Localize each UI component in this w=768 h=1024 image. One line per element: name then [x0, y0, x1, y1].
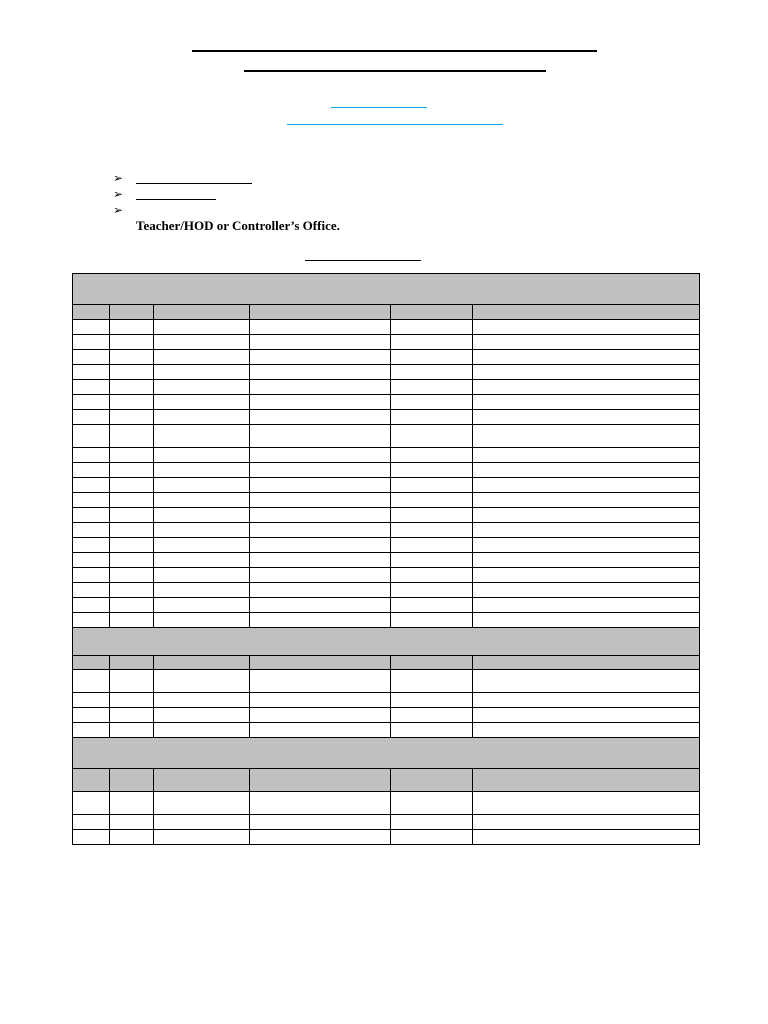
table-row: [73, 320, 700, 335]
bullet-underline-2: [136, 199, 216, 200]
link-underline-2[interactable]: [287, 124, 503, 125]
bullet-icon: ➢: [113, 203, 124, 217]
bullet-icon: ➢: [113, 171, 124, 185]
table-row: [73, 598, 700, 613]
table-row: [73, 508, 700, 523]
table-row: [73, 380, 700, 395]
section-header: [73, 274, 700, 305]
table-row: [73, 365, 700, 380]
table-row: [73, 613, 700, 628]
table-row: [73, 463, 700, 478]
link-underline-1[interactable]: [331, 107, 427, 108]
note-line: Teacher/HOD or Controller’s Office.: [136, 218, 340, 233]
table-row: [73, 830, 700, 845]
column-header-row: [73, 769, 700, 792]
table-row: [73, 448, 700, 463]
table-row: [73, 493, 700, 508]
record-table: [72, 273, 700, 845]
table-row: [73, 553, 700, 568]
table-row: [73, 568, 700, 583]
section-header: [73, 738, 700, 769]
title-rule-2: [244, 70, 546, 72]
table-row: [73, 350, 700, 365]
table-row: [73, 723, 700, 738]
column-header-row: [73, 656, 700, 670]
table-row: [73, 583, 700, 598]
table-row: [73, 792, 700, 815]
title-rule-1: [192, 50, 597, 52]
table-caption-underline: [305, 260, 421, 261]
bullet-icon: ➢: [113, 187, 124, 201]
column-header-row: [73, 305, 700, 320]
table-row: [73, 538, 700, 553]
bullet-underline-1: [136, 183, 252, 184]
table-row: [73, 708, 700, 723]
table-row: [73, 335, 700, 350]
table-row: [73, 815, 700, 830]
table-row: [73, 410, 700, 425]
section-header: [73, 628, 700, 656]
table-row: [73, 523, 700, 538]
table-row: [73, 693, 700, 708]
table-row: [73, 425, 700, 448]
table-row: [73, 670, 700, 693]
table-row: [73, 395, 700, 410]
table-row: [73, 478, 700, 493]
